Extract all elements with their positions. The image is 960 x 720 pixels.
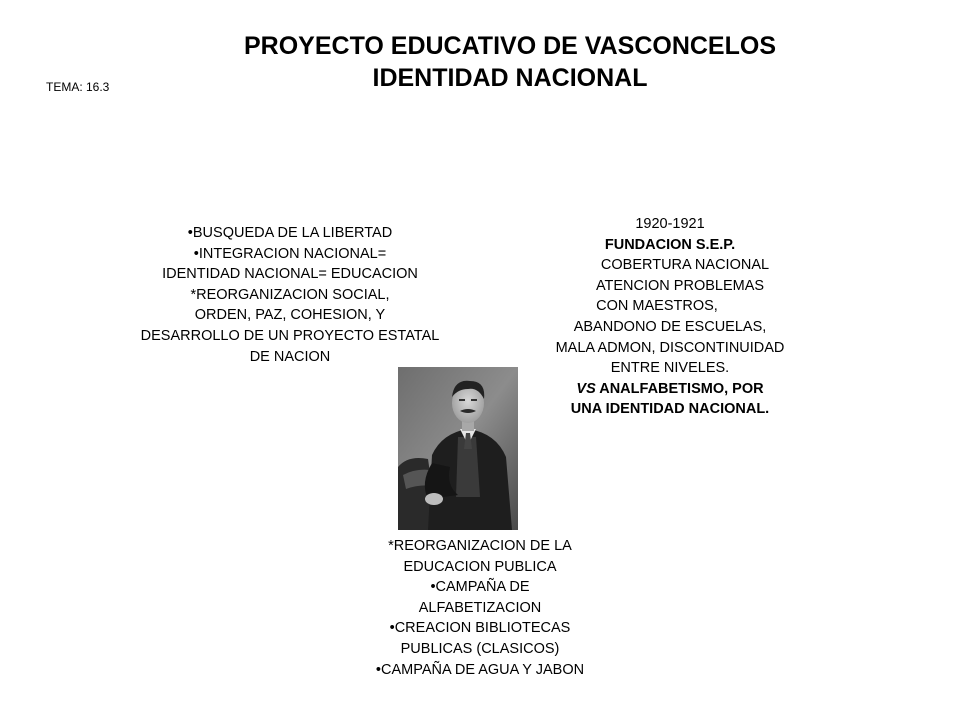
portrait-image bbox=[398, 367, 518, 530]
left-text-block bbox=[100, 223, 480, 367]
vasconcelos-portrait bbox=[398, 367, 518, 530]
left-line: IDENTIDAD NACIONAL= EDUCACION bbox=[162, 266, 418, 283]
bottom-line: •CAMPAÑA DE AGUA Y JABON bbox=[375, 661, 585, 678]
years-label: 1920-1921 bbox=[635, 216, 705, 232]
vs-rest: ANALFABETISMO, POR bbox=[595, 380, 764, 397]
left-line: •INTEGRACION NACIONAL= bbox=[193, 245, 387, 262]
left-line: DESARROLLO DE UN PROYECTO ESTATAL bbox=[140, 327, 440, 344]
right-line: ENTRE NIVELES. bbox=[610, 360, 730, 377]
title-line-2: IDENTIDAD NACIONAL bbox=[372, 64, 648, 92]
final-line: UNA IDENTIDAD NACIONAL. bbox=[570, 401, 770, 418]
bottom-line: ALFABETIZACION bbox=[418, 599, 542, 616]
bottom-line: *REORGANIZACION DE LA bbox=[388, 538, 572, 554]
right-line: ATENCION PROBLEMAS bbox=[595, 277, 765, 294]
left-line: •BUSQUEDA DE LA LIBERTAD bbox=[187, 225, 393, 241]
slide-title bbox=[150, 30, 870, 94]
vs-line bbox=[490, 379, 850, 400]
right-text-block bbox=[490, 214, 850, 420]
left-line: *REORGANIZACION SOCIAL, bbox=[190, 286, 390, 303]
left-line: DE NACION bbox=[249, 348, 331, 365]
right-line: COBERTURA NACIONAL bbox=[600, 257, 770, 274]
bottom-line: •CAMPAÑA DE bbox=[430, 579, 530, 596]
right-line: ABANDONO DE ESCUELAS, bbox=[573, 318, 767, 335]
bottom-line: •CREACION BIBLIOTECAS bbox=[389, 620, 571, 637]
sep-heading: FUNDACION S.E.P. bbox=[604, 236, 736, 253]
right-line: CON MAESTROS, bbox=[596, 298, 718, 315]
bottom-line: PUBLICAS (CLASICOS) bbox=[400, 640, 560, 657]
left-line: ORDEN, PAZ, COHESION, Y bbox=[194, 307, 386, 324]
title-line-1: PROYECTO EDUCATIVO DE VASCONCELOS bbox=[243, 32, 776, 60]
bottom-line: EDUCACION PUBLICA bbox=[403, 558, 557, 575]
right-line: MALA ADMON, DISCONTINUIDAD bbox=[555, 339, 785, 356]
vs-word: VS bbox=[576, 380, 596, 397]
bottom-text-block bbox=[320, 536, 640, 680]
tema-label: TEMA: 16.3 bbox=[46, 80, 110, 94]
